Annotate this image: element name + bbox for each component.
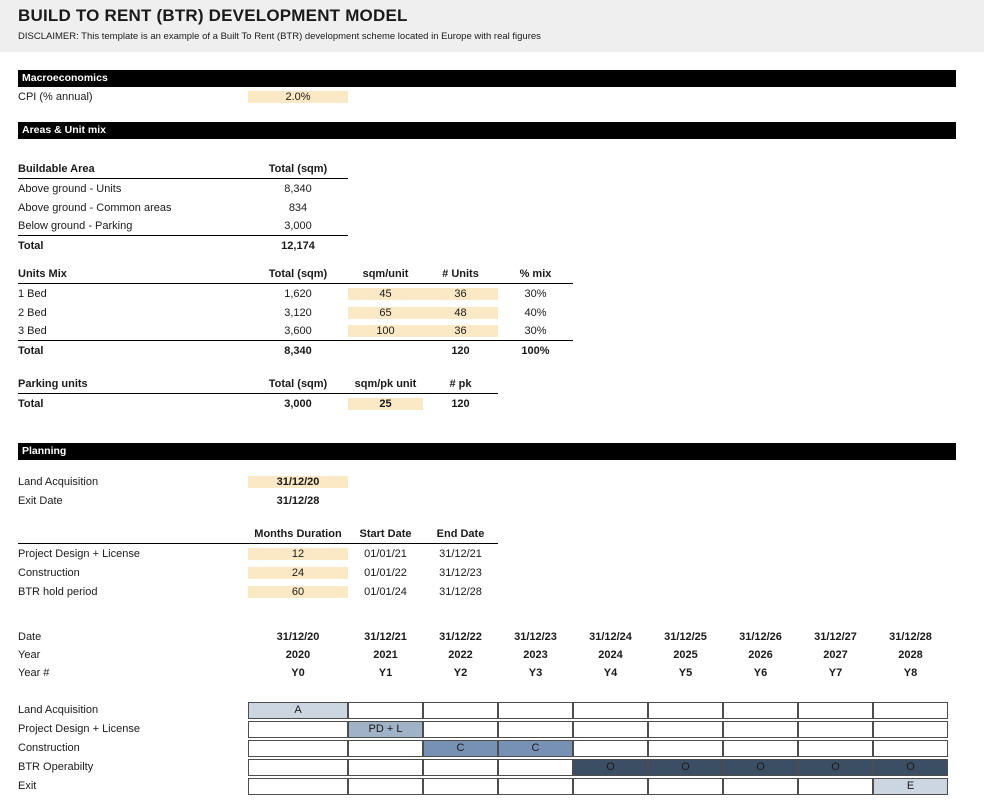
total-label: Total — [18, 344, 44, 357]
gantt-empty-cell — [248, 778, 348, 795]
exit-date-value: 31/12/28 — [276, 494, 320, 507]
timeline-cell: Y4 — [603, 667, 618, 679]
gantt-row-exit — [18, 778, 956, 797]
row-label: Above ground - Common areas — [18, 201, 172, 214]
table-row — [18, 544, 498, 563]
parking-title: Parking units — [18, 378, 88, 390]
total-sqm: 3,000 — [284, 397, 312, 410]
timeline-cell: 2025 — [673, 649, 698, 661]
land-acquisition-input-cell[interactable]: 31/12/20 — [248, 476, 348, 488]
buildable-area-title: Buildable Area — [18, 163, 95, 175]
gantt-bar-cell: O — [573, 759, 648, 776]
yearnum-cells — [248, 667, 948, 679]
total-sqm: 8,340 — [284, 344, 312, 357]
start-date-value: 01/01/21 — [364, 547, 407, 560]
timeline-cell: 2026 — [748, 649, 773, 661]
gantt-cells — [248, 702, 948, 719]
table-row — [18, 322, 573, 341]
gantt-row-label: BTR Operabilty — [18, 761, 94, 773]
row-label: 2 Bed — [18, 306, 47, 319]
page-title: BUILD TO RENT (BTR) DEVELOPMENT MODEL — [18, 6, 408, 25]
row-label: Project Design + License — [18, 547, 140, 560]
planning-phases-table — [18, 525, 498, 601]
cell-sqm-unit-input[interactable]: 100 — [348, 325, 423, 337]
units-mix-title: Units Mix — [18, 268, 67, 280]
gantt-empty-cell — [648, 702, 723, 719]
col-header-sqm-pk: sqm/pk unit — [354, 378, 417, 390]
table-row — [18, 198, 348, 217]
cell-units-input[interactable]: 48 — [423, 307, 498, 319]
gantt-row-btr-operability — [18, 759, 956, 778]
disclaimer-text: DISCLAIMER: This template is an example of a Built To Rent (BTR) development scheme located in Europe with real figures — [18, 31, 541, 42]
units-mix-header-row — [18, 265, 573, 284]
row-label: Construction — [18, 566, 80, 579]
buildable-area-col-header: Total (sqm) — [268, 163, 328, 175]
table-row — [18, 563, 498, 582]
gantt-bar-cell: C — [423, 740, 498, 757]
end-date-value: 31/12/28 — [439, 585, 482, 598]
end-date-value: 31/12/21 — [439, 547, 482, 560]
row-value: 8,340 — [284, 182, 312, 195]
gantt-cells — [248, 778, 948, 795]
cell-total-sqm: 3,600 — [284, 325, 312, 337]
gantt-empty-cell — [723, 721, 798, 738]
col-header-start-date: Start Date — [359, 528, 412, 540]
gantt-cells — [248, 759, 948, 776]
gantt-bar-cell: PD + L — [348, 721, 423, 738]
row-label: BTR hold period — [18, 585, 98, 598]
timeline-cell: 31/12/23 — [514, 631, 557, 643]
cpi-label: CPI (% annual) — [18, 90, 93, 103]
parking-header-row — [18, 375, 498, 394]
gantt-empty-cell — [648, 721, 723, 738]
timeline-cell: Y7 — [828, 667, 843, 679]
row-label: 1 Bed — [18, 287, 47, 300]
gantt-empty-cell — [498, 702, 573, 719]
row-value: 834 — [288, 201, 308, 214]
total-value: 12,174 — [281, 239, 315, 252]
col-header-units: # Units — [442, 268, 479, 280]
gantt-row-construction — [18, 740, 956, 759]
cell-total-sqm: 3,120 — [284, 306, 312, 319]
gantt-row-label: Project Design + License — [18, 723, 140, 735]
year-row-label: Year — [18, 649, 41, 661]
gantt-empty-cell — [248, 759, 348, 776]
gantt-row-label: Land Acquisition — [18, 704, 99, 716]
total-label: Total — [18, 397, 44, 410]
cpi-input-cell[interactable]: 2.0% — [248, 91, 348, 103]
cell-units-input[interactable]: 36 — [423, 288, 498, 300]
table-row — [18, 217, 348, 236]
cell-units-input[interactable]: 36 — [423, 325, 498, 337]
timeline-cell: 2021 — [373, 649, 398, 661]
timeline-cell: 31/12/20 — [276, 631, 320, 643]
col-header-sqm-unit: sqm/unit — [362, 268, 409, 280]
months-input-cell[interactable]: 24 — [248, 567, 348, 579]
col-header-total-sqm: Total (sqm) — [268, 268, 328, 280]
gantt-bar-cell: O — [648, 759, 723, 776]
timeline-cell: 31/12/24 — [589, 631, 632, 643]
col-header-months-duration: Months Duration — [254, 528, 342, 540]
timeline-cell: 31/12/21 — [364, 631, 407, 643]
gantt-empty-cell — [573, 778, 648, 795]
gantt-empty-cell — [648, 778, 723, 795]
land-acquisition-label: Land Acquisition — [18, 475, 99, 488]
gantt-empty-cell — [348, 778, 423, 795]
section-header-planning: Planning — [18, 443, 956, 460]
parking-total-row — [18, 394, 498, 413]
date-cells — [248, 631, 948, 643]
cpi-row — [18, 87, 956, 106]
timeline-cell: Y2 — [453, 667, 468, 679]
gantt-empty-cell — [348, 702, 423, 719]
yearnum-row-label: Year # — [18, 667, 50, 679]
table-row — [18, 582, 498, 601]
gantt-bar-cell: O — [798, 759, 873, 776]
units-mix-total-row — [18, 341, 573, 360]
section-header-areas-unit-mix: Areas & Unit mix — [18, 122, 956, 139]
planning-header-row — [18, 525, 498, 544]
col-header-pk: # pk — [449, 378, 472, 390]
gantt-row-land-acquisition — [18, 702, 956, 721]
timeline-cell: 2022 — [448, 649, 473, 661]
sqm-pk-input-cell[interactable]: 25 — [348, 398, 423, 410]
gantt-empty-cell — [498, 759, 573, 776]
timeline-cell: 2024 — [598, 649, 623, 661]
timeline-cell: 2028 — [898, 649, 923, 661]
table-row — [18, 303, 573, 322]
total-pk: 120 — [451, 397, 470, 410]
gantt-cells — [248, 740, 948, 757]
start-date-value: 01/01/22 — [364, 566, 407, 579]
gantt-empty-cell — [723, 702, 798, 719]
gantt-empty-cell — [423, 721, 498, 738]
total-label: Total — [18, 239, 44, 252]
gantt-empty-cell — [348, 740, 423, 757]
timeline-cell: 31/12/27 — [814, 631, 857, 643]
gantt-empty-cell — [873, 740, 948, 757]
timeline-yearnum-row — [18, 664, 956, 682]
table-row — [18, 284, 573, 303]
col-header-total-sqm: Total (sqm) — [268, 378, 328, 390]
exit-date-row — [18, 491, 956, 510]
units-mix-table — [18, 265, 573, 360]
timeline-cell: 2020 — [285, 649, 311, 661]
timeline-cell: 31/12/22 — [439, 631, 482, 643]
gantt-empty-cell — [498, 778, 573, 795]
timeline-date-row — [18, 628, 956, 646]
row-label: 3 Bed — [18, 325, 47, 337]
total-mix: 100% — [521, 344, 550, 357]
cell-sqm-unit-input[interactable]: 45 — [348, 288, 423, 300]
end-date-value: 31/12/23 — [439, 566, 482, 579]
cell-mix: 30% — [524, 325, 547, 337]
gantt-bar-cell: C — [498, 740, 573, 757]
col-header-end-date: End Date — [436, 528, 485, 540]
gantt-bar-cell: O — [873, 759, 948, 776]
total-units: 120 — [451, 344, 470, 357]
timeline-cell: Y6 — [753, 667, 768, 679]
gantt-cells — [248, 721, 948, 738]
gantt-bar-cell: O — [723, 759, 798, 776]
parking-units-table — [18, 375, 498, 413]
timeline-cell: Y5 — [678, 667, 693, 679]
gantt-row-label: Exit — [18, 780, 37, 792]
months-input-cell[interactable]: 12 — [248, 548, 348, 560]
buildable-area-table — [18, 160, 348, 255]
timeline-cell: 31/12/28 — [889, 631, 932, 643]
timeline-cell: 31/12/26 — [739, 631, 782, 643]
gantt-empty-cell — [798, 740, 873, 757]
gantt-empty-cell — [798, 778, 873, 795]
cell-total-sqm: 1,620 — [284, 287, 312, 300]
row-label: Above ground - Units — [18, 182, 122, 195]
row-label: Below ground - Parking — [18, 220, 133, 232]
cell-mix: 40% — [524, 306, 547, 319]
timeline-header — [18, 628, 956, 682]
gantt-empty-cell — [423, 778, 498, 795]
timeline-cell: 31/12/25 — [664, 631, 707, 643]
exit-date-label: Exit Date — [18, 494, 63, 507]
page-header — [0, 0, 984, 52]
gantt-empty-cell — [573, 702, 648, 719]
cell-mix: 30% — [524, 287, 547, 300]
timeline-cell: 2023 — [523, 649, 548, 661]
gantt-empty-cell — [248, 721, 348, 738]
start-date-value: 01/01/24 — [364, 585, 407, 598]
timeline-cell: Y8 — [903, 667, 918, 679]
gantt-empty-cell — [798, 721, 873, 738]
timeline-cell: Y0 — [291, 667, 305, 679]
gantt-chart — [18, 702, 956, 797]
timeline-cell: Y1 — [378, 667, 393, 679]
gantt-empty-cell — [498, 721, 573, 738]
gantt-bar-cell: A — [248, 702, 348, 719]
gantt-bar-cell: E — [873, 778, 948, 795]
gantt-empty-cell — [648, 740, 723, 757]
col-header-mix: % mix — [519, 268, 552, 280]
buildable-area-header-row — [18, 160, 348, 179]
gantt-empty-cell — [248, 740, 348, 757]
section-header-macroeconomics: Macroeconomics — [18, 70, 956, 87]
gantt-empty-cell — [873, 721, 948, 738]
cell-sqm-unit-input[interactable]: 65 — [348, 307, 423, 319]
gantt-empty-cell — [873, 702, 948, 719]
timeline-cell: Y3 — [528, 667, 543, 679]
timeline-cell: 2027 — [823, 649, 848, 661]
gantt-empty-cell — [723, 778, 798, 795]
row-value: 3,000 — [284, 220, 312, 232]
gantt-empty-cell — [423, 759, 498, 776]
buildable-area-total-row — [18, 236, 348, 255]
gantt-empty-cell — [573, 740, 648, 757]
gantt-row-label: Construction — [18, 742, 80, 754]
gantt-row-project-design-license — [18, 721, 956, 740]
gantt-empty-cell — [573, 721, 648, 738]
gantt-empty-cell — [423, 702, 498, 719]
date-row-label: Date — [18, 631, 42, 643]
months-input-cell[interactable]: 60 — [248, 586, 348, 598]
gantt-empty-cell — [798, 702, 873, 719]
year-cells — [248, 649, 948, 661]
land-acquisition-row — [18, 472, 956, 491]
table-row — [18, 179, 348, 198]
gantt-empty-cell — [348, 759, 423, 776]
gantt-empty-cell — [723, 740, 798, 757]
timeline-year-row — [18, 646, 956, 664]
